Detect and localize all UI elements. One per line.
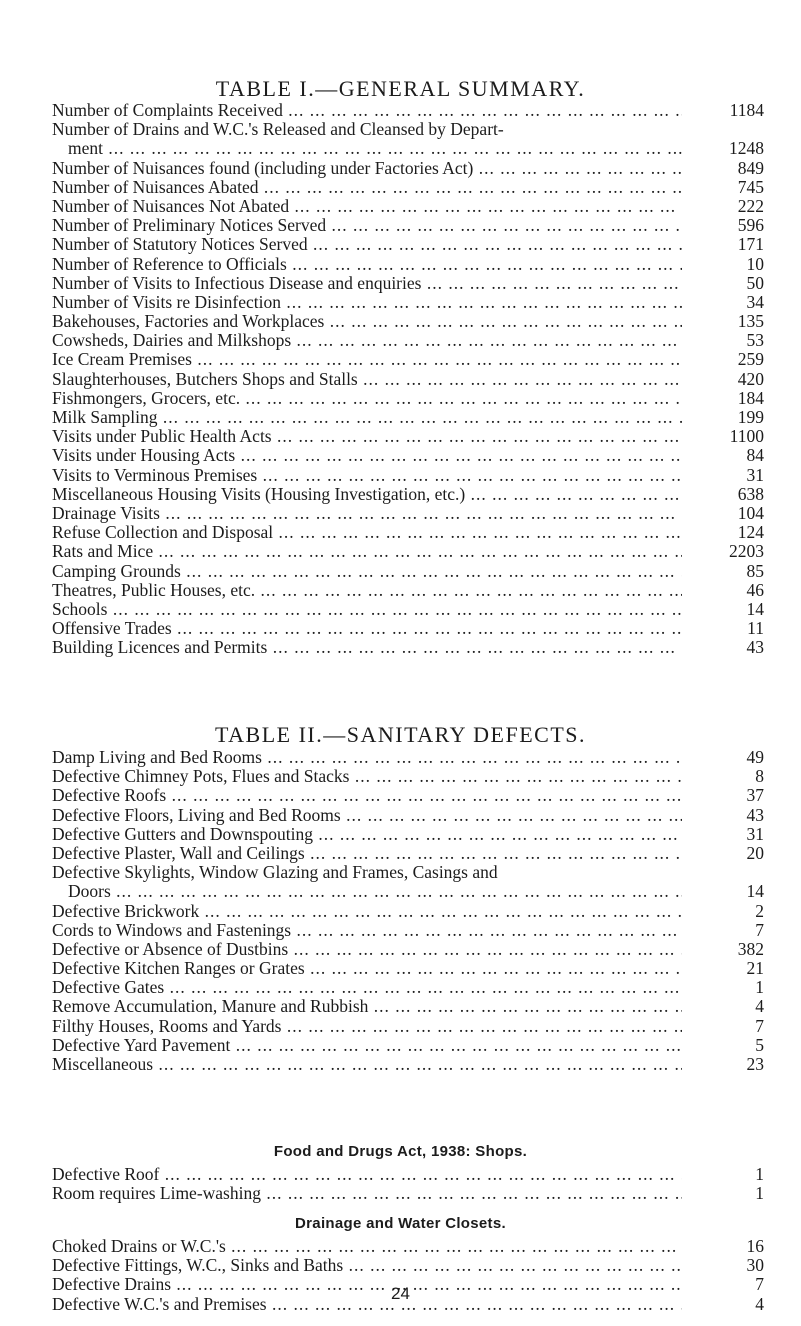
row-label: Number of Preliminary Notices Served ... . xyxy=(52,216,682,235)
row-label: Defective Roofs ... . xyxy=(52,786,682,805)
table-1-rows xyxy=(52,101,764,657)
row-label: Defective or Absence of Dustbins ... . xyxy=(52,940,682,959)
row-value: 84 xyxy=(746,446,764,466)
summary-row xyxy=(52,600,764,619)
row-label: Drainage Visits ... . xyxy=(52,504,682,523)
row-label: Defective Floors, Living and Bed Rooms ... . xyxy=(52,806,682,825)
row-label: Camping Grounds ... . xyxy=(52,562,682,581)
row-value: 8 xyxy=(755,767,764,787)
summary-row xyxy=(52,542,764,561)
summary-row xyxy=(52,523,764,542)
summary-row xyxy=(52,619,764,638)
row-value: 53 xyxy=(746,331,764,351)
row-label: Defective Drains ... . xyxy=(52,1275,682,1294)
row-value: 596 xyxy=(737,216,764,236)
row-label: Defective Gates ... . xyxy=(52,978,682,997)
row-value: 7 xyxy=(755,920,764,940)
row-value: 30 xyxy=(746,1256,764,1276)
summary-row xyxy=(52,997,764,1016)
row-label: Miscellaneous Housing Visits (Housing Investigation, etc.) ... . xyxy=(52,485,682,504)
summary-row xyxy=(52,216,764,235)
row-label: Number of Drains and W.C.'s Released and Cleansed by Depart- xyxy=(52,120,504,140)
row-value: 34 xyxy=(746,292,764,312)
row-value: 7 xyxy=(755,1016,764,1036)
row-label: Visits under Housing Acts ... . xyxy=(52,446,682,465)
summary-row xyxy=(52,806,764,825)
summary-row xyxy=(52,1256,764,1275)
row-label: Remove Accumulation, Manure and Rubbish ... . xyxy=(52,997,682,1016)
row-label: Cowsheds, Dairies and Milkshops ... . xyxy=(52,331,682,350)
page-number: 24 xyxy=(391,1284,410,1303)
summary-row xyxy=(52,389,764,408)
row-value: 20 xyxy=(746,843,764,863)
summary-row xyxy=(52,255,764,274)
row-value: 31 xyxy=(746,824,764,844)
row-label: Number of Statutory Notices Served ... . xyxy=(52,235,682,254)
summary-row xyxy=(52,120,764,158)
row-value: 49 xyxy=(746,748,764,767)
summary-row xyxy=(52,159,764,178)
row-value: 50 xyxy=(746,273,764,293)
food-drugs-rows xyxy=(52,1165,764,1203)
summary-row xyxy=(52,1237,764,1256)
summary-row xyxy=(52,863,764,901)
summary-row xyxy=(52,940,764,959)
row-label: Defective Yard Pavement ... . xyxy=(52,1036,682,1055)
row-value: 135 xyxy=(737,312,764,332)
table-2-rows xyxy=(52,748,764,1074)
row-value: 1248 xyxy=(729,138,764,159)
row-label: Slaughterhouses, Butchers Shops and Stalls ... . xyxy=(52,370,682,389)
summary-row xyxy=(52,581,764,600)
row-label: Defective Roof ... . xyxy=(52,1165,682,1184)
row-label-continuation: Doors ... . xyxy=(68,882,682,901)
table-1-title: TABLE I.—GENERAL SUMMARY. xyxy=(215,76,586,101)
summary-row xyxy=(52,767,764,786)
row-label: Visits under Public Health Acts ... . xyxy=(52,427,682,446)
row-value: 638 xyxy=(737,484,764,504)
summary-row xyxy=(52,638,764,657)
row-label: Offensive Trades ... . xyxy=(52,619,682,638)
summary-row xyxy=(52,1017,764,1036)
row-value: 1 xyxy=(755,1184,764,1204)
row-label: Number of Nuisances found (including under Factories Act) ... . xyxy=(52,159,682,178)
summary-row xyxy=(52,748,764,767)
row-label: Defective Kitchen Ranges or Grates ... . xyxy=(52,959,682,978)
row-label: Room requires Lime-washing ... . xyxy=(52,1184,682,1203)
row-value: 184 xyxy=(737,388,764,408)
row-label: Filthy Houses, Rooms and Yards ... . xyxy=(52,1017,682,1036)
row-label: Number of Visits re Disinfection ... . xyxy=(52,293,682,312)
summary-row xyxy=(52,235,764,254)
row-label: Schools ... . xyxy=(52,600,682,619)
row-label: Choked Drains or W.C.'s ... . xyxy=(52,1237,682,1256)
row-value: 420 xyxy=(737,369,764,389)
row-label: Defective W.C.'s and Premises ... . xyxy=(52,1295,682,1314)
row-label: Milk Sampling ... . xyxy=(52,408,682,427)
row-value: 46 xyxy=(746,580,764,600)
summary-row xyxy=(52,370,764,389)
summary-row xyxy=(52,485,764,504)
row-label: Defective Chimney Pots, Flues and Stacks ... . xyxy=(52,767,682,786)
row-value: 849 xyxy=(737,158,764,178)
row-label: Number of Reference to Officials ... . xyxy=(52,255,682,274)
summary-row xyxy=(52,408,764,427)
summary-row xyxy=(52,274,764,293)
summary-row xyxy=(52,844,764,863)
row-value: 1 xyxy=(755,978,764,998)
summary-row xyxy=(52,921,764,940)
row-value: 199 xyxy=(737,408,764,427)
summary-row xyxy=(52,466,764,485)
row-value: 171 xyxy=(737,235,764,255)
row-label: Refuse Collection and Disposal ... . xyxy=(52,523,682,542)
food-drugs-heading: Food and Drugs Act, 1938: Shops. xyxy=(273,1143,528,1160)
summary-row xyxy=(52,978,764,997)
row-label: Rats and Mice ... . xyxy=(52,542,682,561)
row-label: Damp Living and Bed Rooms ... . xyxy=(52,748,682,767)
row-label: Number of Nuisances Not Abated ... . xyxy=(52,197,682,216)
row-value: 2 xyxy=(755,901,764,921)
row-value: 43 xyxy=(746,638,764,658)
row-value: 745 xyxy=(737,177,764,197)
row-value: 5 xyxy=(755,1035,764,1055)
row-label: Bakehouses, Factories and Workplaces ... . xyxy=(52,312,682,331)
summary-row xyxy=(52,446,764,465)
row-value: 23 xyxy=(746,1055,764,1074)
row-label: Defective Fittings, W.C., Sinks and Baths ... . xyxy=(52,1256,682,1275)
row-label: Defective Gutters and Downspouting ... . xyxy=(52,825,682,844)
table-2-title: TABLE II.—SANITARY DEFECTS. xyxy=(214,722,587,747)
row-value: 37 xyxy=(746,786,764,806)
summary-row xyxy=(52,350,764,369)
row-value: 1184 xyxy=(729,101,764,120)
summary-row xyxy=(52,959,764,978)
row-label: Miscellaneous ... . xyxy=(52,1055,682,1074)
summary-row xyxy=(52,178,764,197)
summary-row xyxy=(52,786,764,805)
summary-row xyxy=(52,1165,764,1184)
row-value: 21 xyxy=(746,959,764,979)
row-value: 31 xyxy=(746,465,764,485)
summary-row xyxy=(52,293,764,312)
row-label: Number of Visits to Infectious Disease and enquiries ... . xyxy=(52,274,682,293)
summary-row xyxy=(52,825,764,844)
row-label: Building Licences and Permits ... . xyxy=(52,638,682,657)
row-value: 124 xyxy=(737,523,764,543)
summary-row xyxy=(52,504,764,523)
row-value: 14 xyxy=(746,881,764,902)
row-label-continuation: ment ... . xyxy=(68,139,682,158)
row-value: 7 xyxy=(755,1275,764,1295)
summary-row xyxy=(52,562,764,581)
row-value: 222 xyxy=(737,196,764,216)
drainage-heading: Drainage and Water Closets. xyxy=(295,1215,506,1232)
row-value: 85 xyxy=(746,561,764,581)
row-value: 4 xyxy=(755,1294,764,1314)
row-value: 43 xyxy=(746,805,764,825)
summary-row xyxy=(52,312,764,331)
row-value: 14 xyxy=(746,599,764,619)
summary-row xyxy=(52,427,764,446)
row-value: 10 xyxy=(746,254,764,274)
row-value: 2203 xyxy=(729,542,764,562)
row-value: 382 xyxy=(737,939,764,959)
row-value: 11 xyxy=(747,619,764,639)
row-value: 259 xyxy=(737,350,764,370)
row-label: Defective Skylights, Window Glazing and Frames, Casings and xyxy=(52,863,498,883)
summary-row xyxy=(52,197,764,216)
row-label: Cords to Windows and Fastenings ... . xyxy=(52,921,682,940)
summary-row xyxy=(52,1184,764,1203)
summary-row xyxy=(52,101,764,120)
row-value: 16 xyxy=(746,1237,764,1256)
row-label: Defective Plaster, Wall and Ceilings ... . xyxy=(52,844,682,863)
row-label: Number of Nuisances Abated ... . xyxy=(52,178,682,197)
row-value: 1100 xyxy=(729,427,764,447)
row-value: 4 xyxy=(755,997,764,1017)
row-label: Defective Brickwork ... . xyxy=(52,902,682,921)
summary-row xyxy=(52,902,764,921)
row-label: Fishmongers, Grocers, etc. ... . xyxy=(52,389,682,408)
row-value: 1 xyxy=(755,1165,764,1184)
summary-row xyxy=(52,1055,764,1074)
row-value: 104 xyxy=(737,503,764,523)
summary-row xyxy=(52,331,764,350)
summary-row xyxy=(52,1036,764,1055)
row-label: Number of Complaints Received ... . xyxy=(52,101,682,120)
row-label: Theatres, Public Houses, etc. ... . xyxy=(52,581,682,600)
row-label: Ice Cream Premises ... . xyxy=(52,350,682,369)
row-label: Visits to Verminous Premises ... . xyxy=(52,466,682,485)
